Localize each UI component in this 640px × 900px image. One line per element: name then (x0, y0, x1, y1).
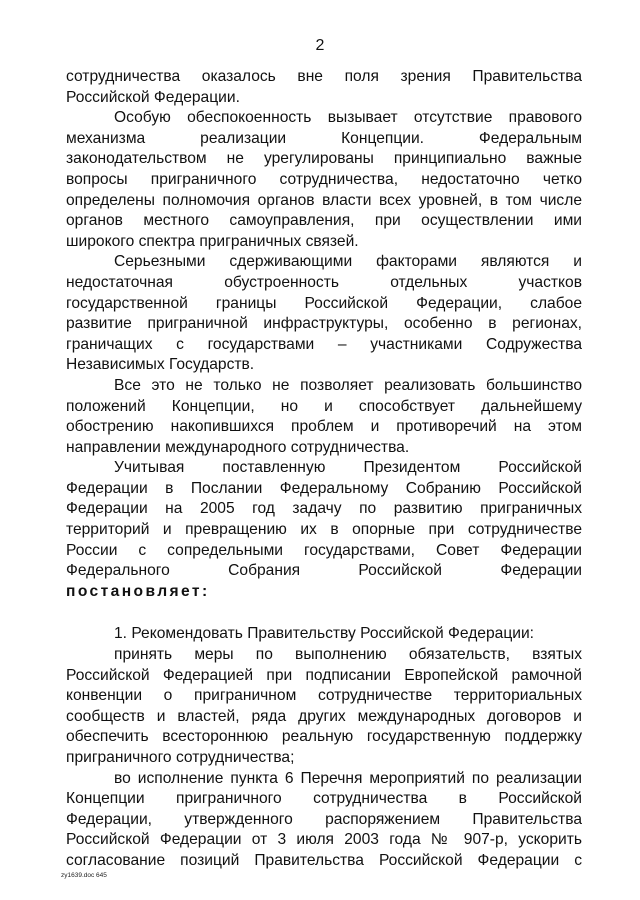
text-line: органов местного самоуправления, при осуществлении ими (66, 212, 582, 230)
text-line: механизма реализации Концепции. Федеральным (66, 129, 582, 147)
text-line: широкого спектра приграничных связей. (66, 232, 359, 250)
page-number: 2 (315, 37, 325, 54)
text-line: Концепции приграничного сотрудничества в Российской (66, 790, 582, 808)
footer-doc-code: zy1639.doc 645 (61, 872, 107, 879)
text-line: Российской Федерации. (66, 88, 240, 106)
text-line: России с сопредельными государствами, Совет Федерации (66, 541, 582, 559)
text-line: Федерации, утвержденного распоряжением Правительства (66, 810, 582, 828)
text-block-recommendations (66, 624, 582, 871)
text-line: Независимых Государств. (66, 356, 255, 374)
text-line: законодательством не урегулированы принципиально важные (66, 150, 582, 168)
text-block-preamble (66, 67, 582, 582)
text-line: сотрудничества оказалось вне поля зрения Правительства (66, 68, 582, 85)
text-line: Федерации в Послании Федеральному Собранию Российской (66, 479, 582, 497)
text-line: обеспечить всестороннюю реальную государственную поддержку (66, 728, 582, 746)
text-line: территорий и превращению их в опорные при сотрудничестве (66, 521, 582, 539)
text-line: граничащих с государствами – участниками Содружества (66, 335, 582, 353)
paragraph-gap (66, 602, 582, 624)
text-line: развитие приграничной инфраструктуры, особенно в регионах, (66, 315, 582, 333)
text-line: Особую обеспокоенность вызывает отсутствие правового (114, 109, 582, 127)
text-line: направлении международного сотрудничества. (66, 438, 410, 456)
text-line: принять меры по выполнению обязательств, взятых (114, 646, 582, 664)
text-line: конвенции о приграничном сотрудничестве территориальных (66, 687, 582, 705)
text-line: приграничного сотрудничества; (66, 749, 295, 766)
text-line: во исполнение пункта 6 Перечня мероприятий по реализации (114, 769, 582, 787)
text-line: Все это не только не позволяет реализовать большинство (114, 376, 582, 394)
text-line: 1. Рекомендовать Правительству Российской Федерации: (114, 625, 535, 643)
text-line: Федерального Собрания Российской Федерации (66, 562, 582, 580)
text-line: недостаточная обустроенность отдельных участков (66, 273, 582, 291)
text-line: Российской Федерацией при подписании Европейской рамочной (66, 666, 582, 684)
text-line: государственной границы Российской Федерации, слабое (66, 294, 582, 312)
text-line: положений Концепции, но и способствует дальнейшему (66, 397, 582, 415)
text-line: Федерации на 2005 год задачу по развитию приграничных (66, 500, 582, 518)
text-line: Серьезными сдерживающими факторами являются и (114, 253, 582, 271)
text-line: сообществ и властей, ряда других международных договоров и (66, 707, 582, 725)
text-line: определены полномочия органов власти всех уровней, в том числе (66, 191, 582, 209)
text-line: Учитывая поставленную Президентом Российской (114, 459, 582, 477)
text-line: согласование позиций Правительства Российской Федерации с (66, 851, 582, 869)
resolves-line (66, 582, 582, 603)
text-line: обострению накопившихся проблем и противоречий на этом (66, 418, 582, 436)
text-line: Российской Федерации от 3 июля 2003 года № 907-р, ускорить (66, 831, 582, 849)
resolves-word: постановляет: (66, 582, 210, 600)
document-body (66, 67, 582, 872)
text-line: вопросы приграничного сотрудничества, недостаточно четко (66, 170, 582, 188)
